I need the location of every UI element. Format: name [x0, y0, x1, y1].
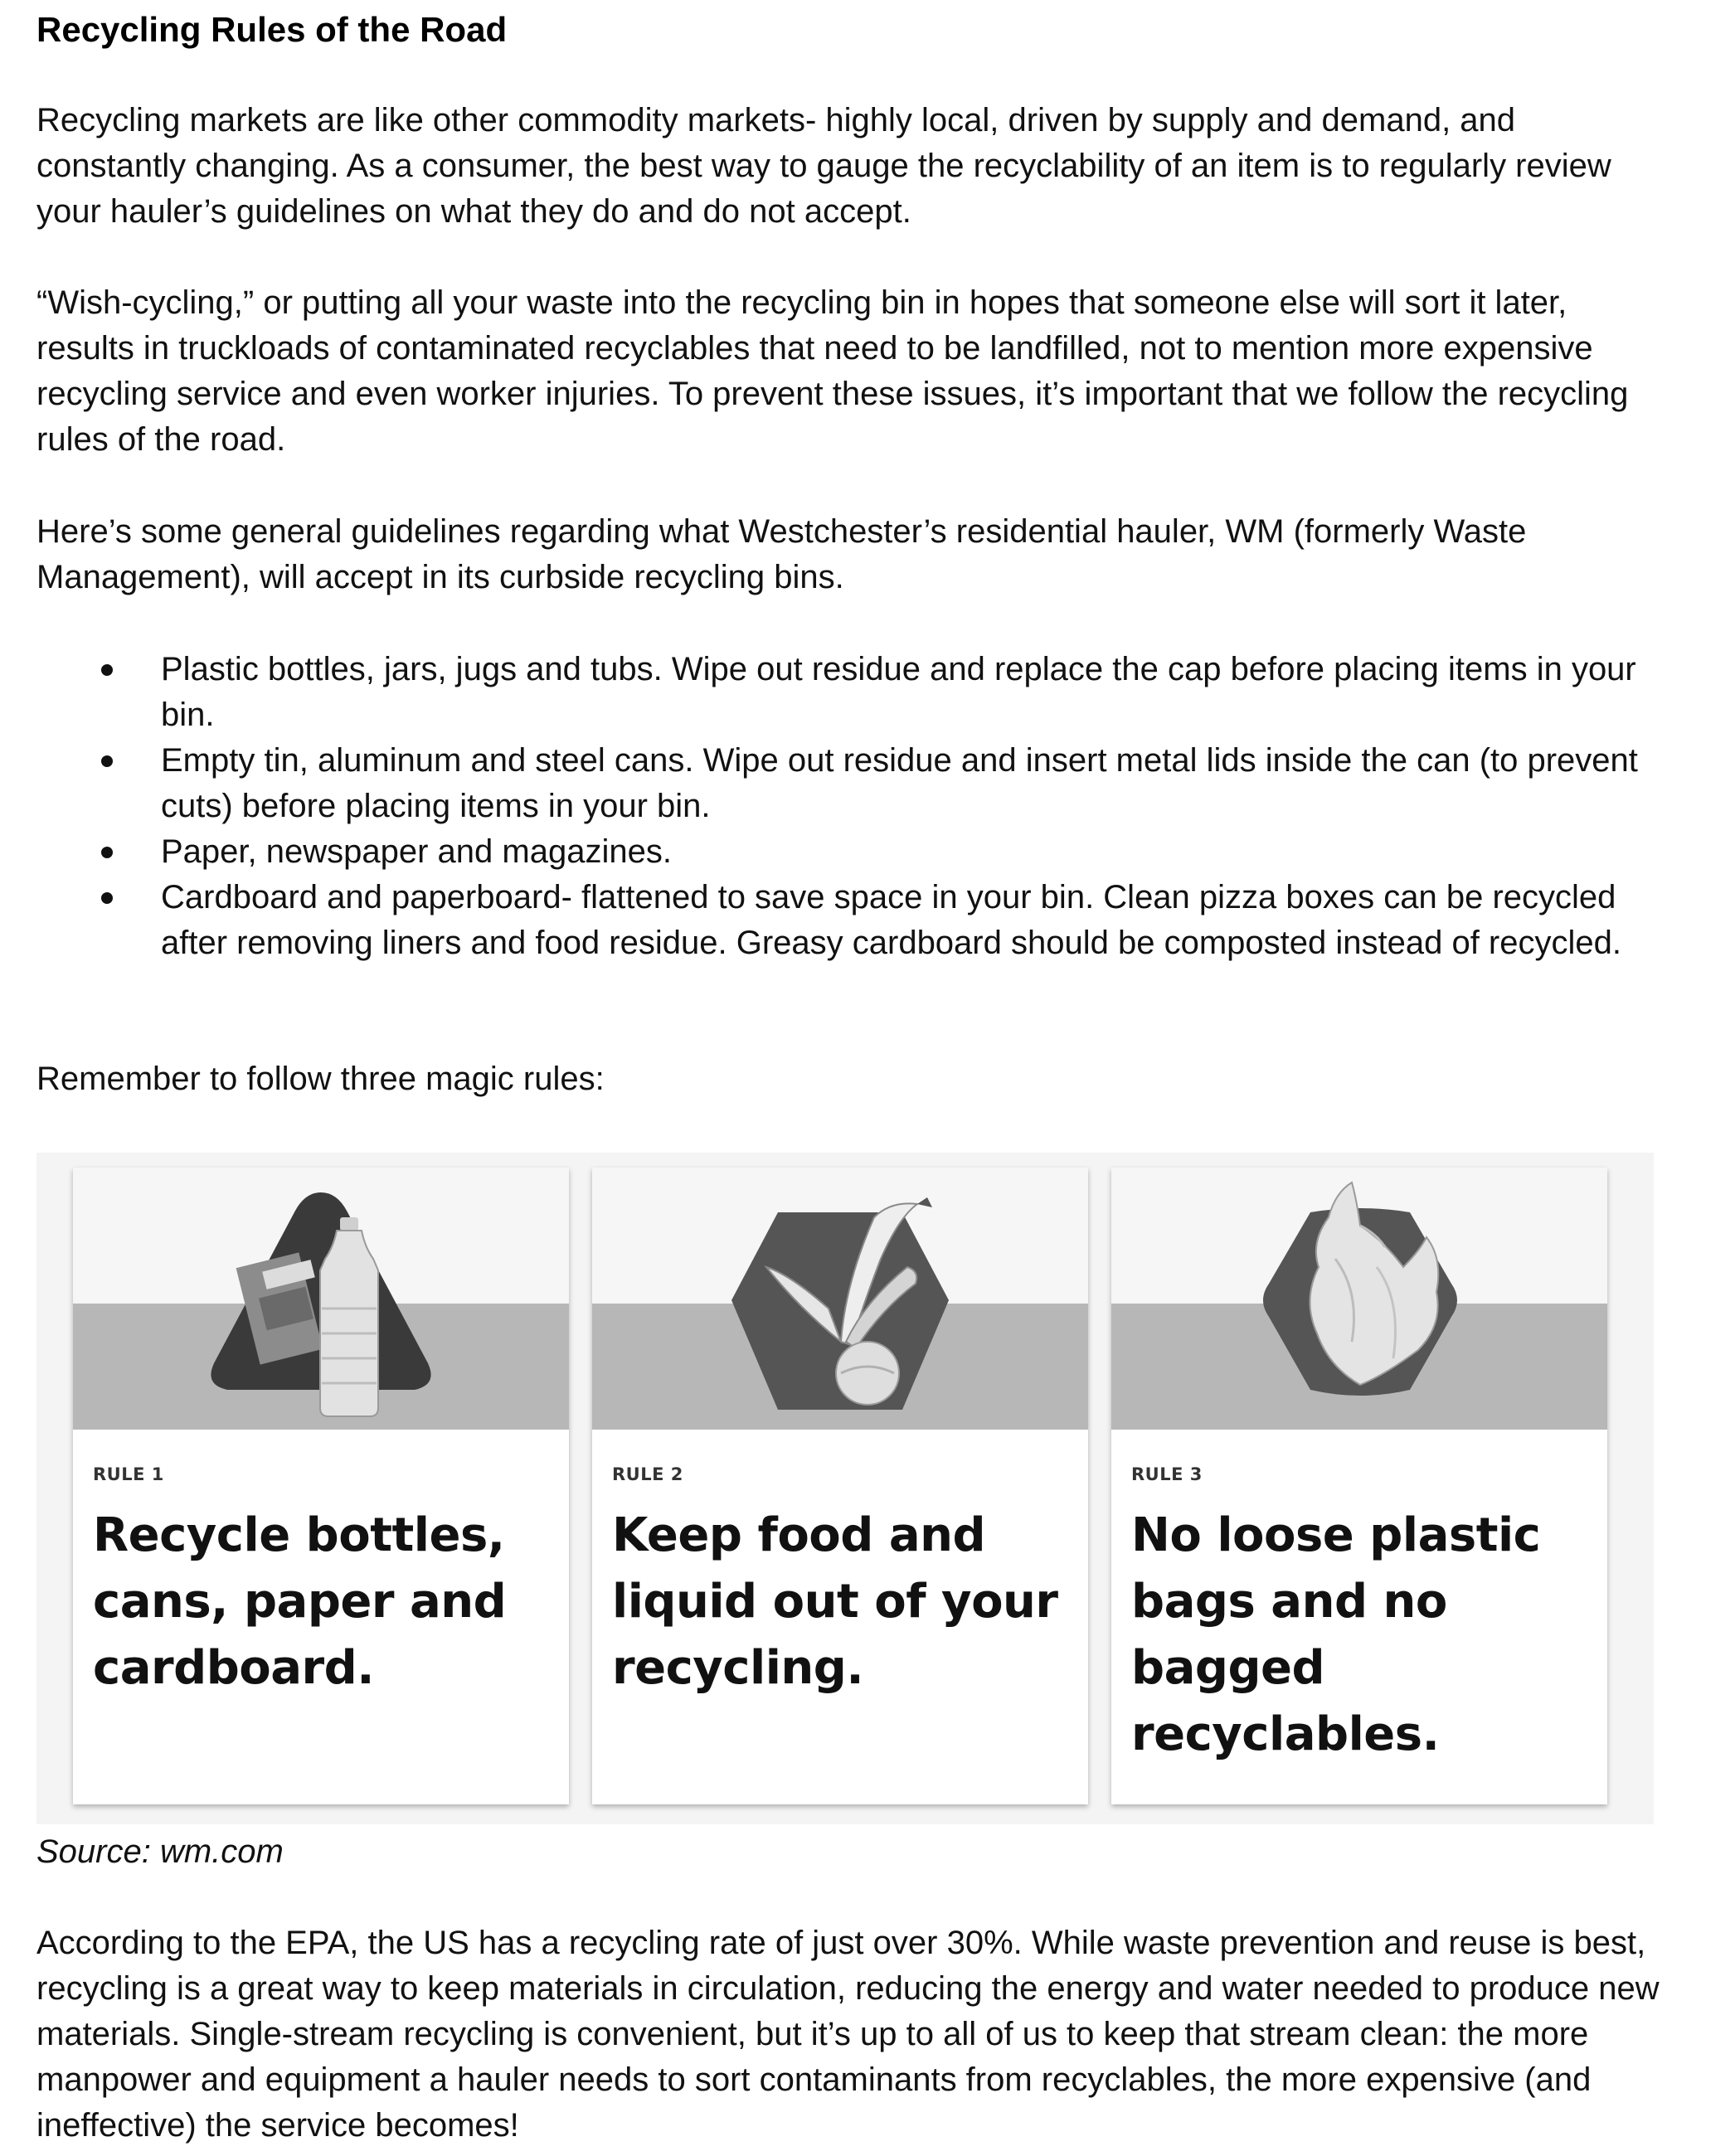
rule-number: RULE 3 [1131, 1464, 1203, 1484]
rule-heading: No loose plastic bags and no bagged recyclables. [1131, 1508, 1541, 1761]
list-item: Cardboard and paperboard- flattened to save space in your bin. Clean pizza boxes can be recycled after removing liners and food residue. Greasy cardboard should be composted instead of recycled. [36, 875, 1662, 966]
bullet-dot [101, 892, 113, 904]
rule-card-3 [1111, 1168, 1607, 1804]
bullet-dot [101, 664, 113, 676]
guidelines-paragraph: Here’s some general guidelines regarding what Westchester’s residential hauler, WM (formerly Waste Management), will accept in its curbside recycling bins. [36, 513, 1527, 595]
list-item: Empty tin, aluminum and steel cans. Wipe out residue and insert metal lids inside the can (to prevent cuts) before placing items in your bin. [36, 738, 1662, 829]
bullet-dot [101, 755, 113, 767]
wishcycling-paragraph: “Wish-cycling,” or putting all your waste into the recycling bin in hopes that someone else will sort it later, results in truckloads of contaminated recyclables that need to be landfilled, not to mention more expensive recycling service and even worker injuries. To prevent these issues, it’s important that we follow the recycling rules of the road. [36, 284, 1629, 458]
list-item: Plastic bottles, jars, jugs and tubs. Wipe out residue and replace the cap before placing items in your bin. [36, 647, 1662, 738]
rule-heading: Recycle bottles, cans, paper and cardboard. [93, 1508, 507, 1695]
closing-paragraph: According to the EPA, the US has a recycling rate of just over 30%. While waste prevention and reuse is best, recycling is a great way to keep materials in circulation, reducing the energy and water needed to produce new materials. Single-stream recycling is convenient, but it’s up to all of us to keep that stream clean: the more manpower and equipment a hauler needs to sort contaminants from recyclables, the more expensive (and ineffective) the service becomes! [36, 1925, 1660, 2144]
rule-heading: Keep food and liquid out of your recycling. [612, 1508, 1058, 1695]
rule-number: RULE 1 [93, 1464, 164, 1484]
list-item: Paper, newspaper and magazines. [36, 829, 1662, 875]
rules-image [36, 1153, 1654, 1824]
rule-number: RULE 2 [612, 1464, 683, 1484]
page-title: Recycling Rules of the Road [36, 10, 508, 49]
bottles-paper-icon [73, 1168, 569, 1430]
intro-paragraph: Recycling markets are like other commodity markets- highly local, driven by supply and demand, and constantly changing. As a consumer, the best way to gauge the recyclability of an item is to regularly review your hauler’s guidelines on what they do and do not accept. [36, 102, 1611, 230]
rule-card-1 [73, 1168, 569, 1804]
plastic-bag-icon [1111, 1168, 1607, 1430]
banana-peel-icon [592, 1168, 1088, 1430]
bullet-dot [101, 847, 113, 858]
accepted-items-list [36, 647, 1662, 966]
image-source-caption: Source: wm.com [36, 1833, 284, 1870]
rule-card-2 [592, 1168, 1088, 1804]
rules-intro: Remember to follow three magic rules: [36, 1061, 605, 1097]
